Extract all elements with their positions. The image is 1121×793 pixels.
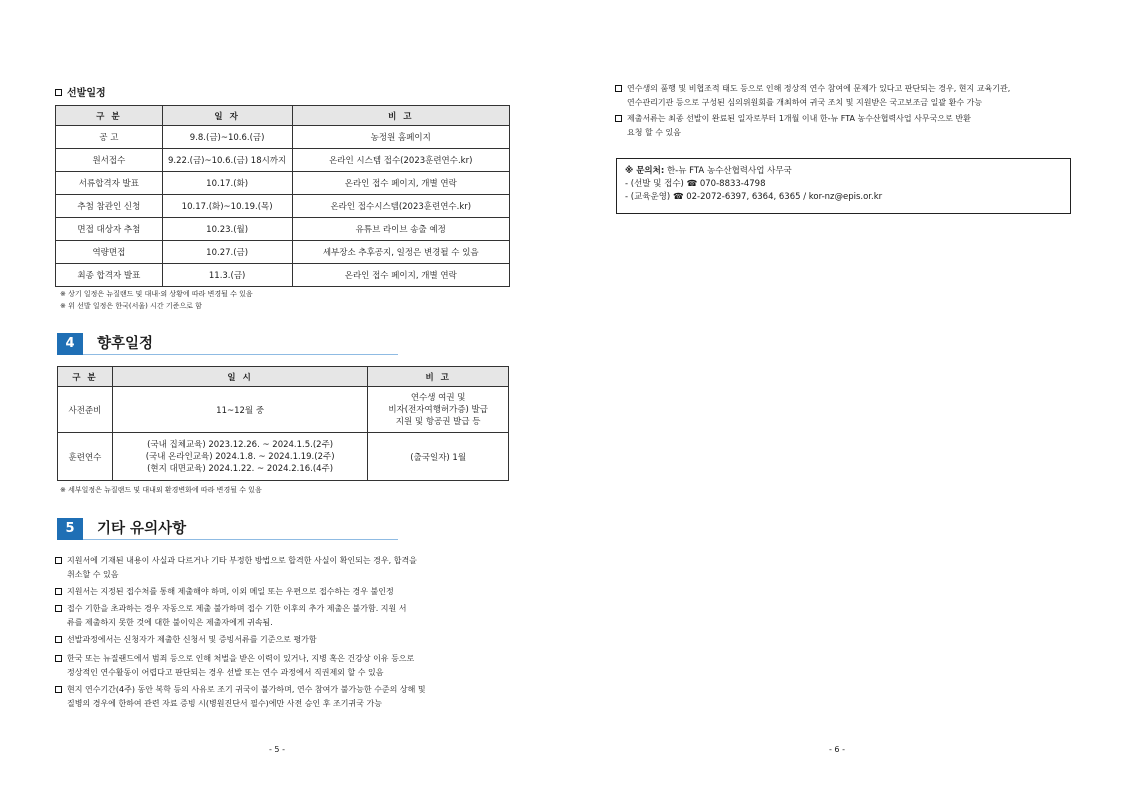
section-number: 5: [57, 518, 83, 540]
heading-underline: [83, 354, 398, 355]
cell-remarks: 연수생 여권 및 비자(전자여행허가증) 발급 지원 및 항공권 발급 등: [368, 387, 509, 433]
contact-line-education: - (교육운영) ☎ 02-2072-6397, 6364, 6365 / kor-nz@epis.or.kr: [625, 192, 883, 202]
section-4-heading: [57, 333, 402, 355]
cell-remarks: 세부장소 추후공지, 일정은 변경될 수 있음: [292, 241, 509, 264]
selection-schedule-table: [55, 105, 510, 287]
selection-schedule-title: 선발일정: [55, 84, 106, 99]
cell-remarks: 온라인 접수시스템(2023훈련연수.kr): [292, 195, 509, 218]
table-row: [56, 149, 510, 172]
list-item: 한국 또는 뉴질랜드에서 범죄 등으로 인해 처벌을 받은 이력이 있거나, 지병 혹은 건강상 이유 등으로 정상적인 연수활동이 어렵다고 판단되는 경우 선발 또는 연수 과정에서 직권제외 할 수 있음: [55, 652, 515, 680]
contact-box: [616, 158, 1071, 214]
table-header-row: [58, 367, 509, 387]
header-category: 구 분: [58, 367, 113, 387]
square-bullet-icon: [55, 636, 62, 643]
section-5-heading: [57, 518, 402, 540]
table-row: [58, 433, 509, 481]
phone-icon-text: ☎ 070-8833-4798: [683, 179, 766, 189]
cell-category: 공 고: [56, 126, 163, 149]
cell-datetime: (국내 집체교육) 2023.12.26. ~ 2024.1.5.(2주) (국내 온라인교육) 2024.1.8. ~ 2024.1.19.(2주) (현지 대면교육) 2024.1.22. ~ 2024.2.16.(4주): [112, 433, 367, 481]
cell-remarks: 온라인 접수 페이지, 개별 연락: [292, 172, 509, 195]
square-bullet-icon: [55, 557, 62, 564]
header-remarks: 비 고: [292, 106, 509, 126]
header-date: 일 자: [162, 106, 292, 126]
list-item: 현지 연수기간(4주) 동안 복학 등의 사유로 조기 귀국이 불가하며, 연수 참여가 불가능한 수준의 상해 및 질병의 경우에 한하여 관련 자료 증빙 시(병원진단서 필수)에만 사전 승인 후 조기귀국 가능: [55, 683, 515, 711]
cell-remarks: 온라인 시스템 접수(2023훈련연수.kr): [292, 149, 509, 172]
table-row: [56, 218, 510, 241]
list-item: 지원서는 지정된 접수처를 통해 제출해야 하며, 이외 메일 또는 우편으로 접수하는 경우 불인정: [55, 585, 515, 599]
selection-note-1: ※ 상기 일정은 뉴질랜드 및 대내·외 상황에 따라 변경될 수 있음: [60, 290, 253, 298]
cell-date: 10.17.(화): [162, 172, 292, 195]
cell-remarks: 농정원 홈페이지: [292, 126, 509, 149]
list-item: 지원서에 기재된 내용이 사실과 다르거나 기타 부정한 방법으로 합격한 사실이 확인되는 경우, 합격을 취소할 수 있음: [55, 554, 515, 582]
square-bullet-icon: [615, 115, 622, 122]
page-number-left: - 5 -: [269, 745, 285, 754]
cell-date: 10.23.(월): [162, 218, 292, 241]
table-row: [56, 126, 510, 149]
cell-date: 9.22.(금)~10.6.(금) 18시까지: [162, 149, 292, 172]
cell-date: 10.17.(화)~10.19.(목): [162, 195, 292, 218]
section-title: 기타 유의사항: [97, 521, 187, 537]
contact-title: ※ 문의처: 한-뉴 FTA 농수산협력사업 사무국: [625, 166, 792, 176]
contact-line-selection: - (선발 및 접수) ☎ 070-8833-4798: [625, 179, 766, 189]
header-datetime: 일 시: [112, 367, 367, 387]
square-bullet-icon: [55, 605, 62, 612]
list-item: 선발과정에서는 신청자가 제출한 신청서 및 증빙서류를 기준으로 평가함: [55, 633, 515, 647]
table-header-row: [56, 106, 510, 126]
cell-remarks: (출국일자) 1월: [368, 433, 509, 481]
cell-category: 역량면접: [56, 241, 163, 264]
table-row: [56, 264, 510, 287]
cell-date: 10.27.(금): [162, 241, 292, 264]
square-bullet-icon: [615, 85, 622, 92]
square-bullet-icon: [55, 686, 62, 693]
table-row: [56, 172, 510, 195]
cell-remarks: 온라인 접수 페이지, 개별 연락: [292, 264, 509, 287]
phone-icon-text: ☎ 02-2072-6397, 6364, 6365 / kor-nz@epis.or.kr: [670, 192, 883, 202]
header-remarks: 비 고: [368, 367, 509, 387]
cell-category: 사전준비: [58, 387, 113, 433]
cell-category: 면접 대상자 추첨: [56, 218, 163, 241]
header-category: 구 분: [56, 106, 163, 126]
cell-date: 9.8.(금)~10.6.(금): [162, 126, 292, 149]
future-schedule-note: ※ 세부일정은 뉴질랜드 및 대내외 환경변화에 따라 변경될 수 있음: [60, 486, 262, 494]
cell-category: 추첨 참관인 신청: [56, 195, 163, 218]
page-number-right: - 6 -: [829, 745, 845, 754]
table-row: [56, 195, 510, 218]
selection-note-2: ※ 위 선발 일정은 한국(서울) 시간 기준으로 함: [60, 302, 202, 310]
list-item: 접수 기한을 초과하는 경우 자동으로 제출 불가하며 접수 기한 이후의 추가 제출은 불가함. 지원 서 류를 제출하지 못한 것에 대한 불이익은 제출자에게 귀속됨.: [55, 602, 515, 630]
cell-category: 서류합격자 발표: [56, 172, 163, 195]
section-number: 4: [57, 333, 83, 355]
cell-remarks: 유튜브 라이브 송출 예정: [292, 218, 509, 241]
square-bullet-icon: [55, 588, 62, 595]
table-row: [58, 387, 509, 433]
square-bullet-icon: [55, 655, 62, 662]
section-title: 향후일정: [97, 336, 154, 352]
future-schedule-table: [57, 366, 509, 481]
cell-category: 훈련연수: [58, 433, 113, 481]
cell-datetime: 11~12월 중: [112, 387, 367, 433]
list-item: 연수생의 품행 및 비협조적 태도 등으로 인해 정상적 연수 참여에 문제가 있다고 판단되는 경우, 현지 교육기관, 연수관리기관 등으로 구성된 심의위원회를 개최하여 귀국 조치 및 지원받은 국고보조금 일괄 환수 가능: [615, 82, 1085, 110]
square-bullet-icon: [55, 89, 62, 96]
cell-category: 원서접수: [56, 149, 163, 172]
table-row: [56, 241, 510, 264]
list-item: 제출서류는 최종 선발이 완료된 일자로부터 1개월 이내 한-뉴 FTA 농수산협력사업 사무국으로 반환 요청 할 수 있음: [615, 112, 1085, 140]
cell-category: 최종 합격자 발표: [56, 264, 163, 287]
heading-underline: [83, 539, 398, 540]
cell-date: 11.3.(금): [162, 264, 292, 287]
